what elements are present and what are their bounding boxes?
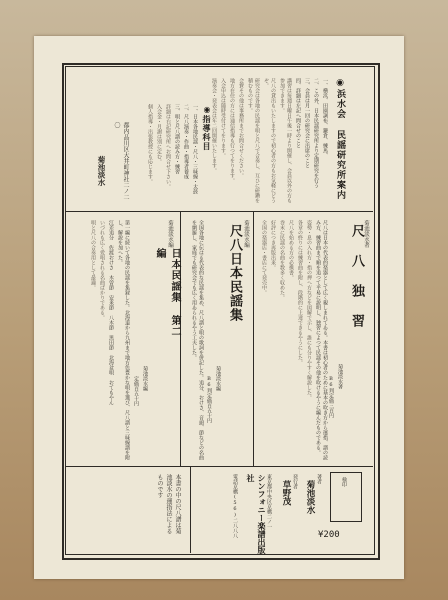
publisher-name: シンフォニー楽譜出版社 bbox=[246, 474, 267, 554]
minyoshu2-label: 菊池淡水編 bbox=[167, 220, 173, 248]
publisher-author-label: 著者 bbox=[316, 474, 322, 484]
price-label: ¥200 bbox=[318, 530, 340, 540]
divider-upper bbox=[65, 211, 373, 212]
publisher-issuer-label: 発行者 bbox=[292, 474, 298, 489]
minyoshu1-author: 菊池淡水編 bbox=[215, 366, 221, 391]
shakuhachi-title: 尺 八 独 習 bbox=[349, 224, 364, 328]
minyoshu2-body: 第一編に続いて各地の民謡を集録した。北海道から九州まで地方色豊かな唄を選び、尺八譜と三味線譜を附し、解説を加へた。 江差追分 佐渡おけさ 木曽節 安来節 八木節 黒田節 北海盆唄 おてもやん いづれも広く愛唱される名曲ばかりである。 唄と尺八の合奏用として最適。 bbox=[90, 220, 130, 460]
divider-lower bbox=[65, 466, 373, 467]
publisher-phone: 電話京橋(56)二八八八 bbox=[232, 474, 238, 538]
society-address: 都内品川区大井町神社二ノ二〇 bbox=[113, 122, 129, 200]
minyoshu1-price: B6判定価百五十円 bbox=[206, 376, 212, 423]
note-text: 本書の中の尺八譜は菊池淡水の運指法によるものです bbox=[156, 474, 181, 534]
shakuhachi-price: B6判定価三百円 bbox=[328, 376, 334, 418]
divider-bottom bbox=[190, 466, 191, 553]
publisher-address: 東京都中央区京橋二ノ一 bbox=[266, 474, 272, 529]
publisher-author: 菊池淡水 bbox=[305, 480, 315, 514]
book-back-page bbox=[34, 36, 404, 579]
society-body: 一、横浜、田園調布、鎌倉、練馬、 二、この外、日本民謡研究所より定期研究を行う 三、会員は月一回の研究会に出席のこと 四、詳細は左記へ問合せのこと 講習は毎週日曜日午後一時より開催し、会員以外の方も参加できます。 尺八の貸出もいたしますので初心者の方もお気軽にどうぞ。 研究会は各地の民謡を唄と尺八で合奏し、互ひに研鑽を積むものです。 会費その他は事務所までお問合せください。 地方在住の方には通信指導も行つてをります。 入会申込は随時受付けてをります。 演奏会・発表会は年二回開催いたします。 bbox=[211, 78, 328, 203]
publisher-issuer: 草野茂 bbox=[281, 480, 291, 506]
shakuhachi-label: 菊池淡水著 bbox=[363, 220, 369, 248]
subjects-body: 一、日本各地民謡・尺八・三味線・太鼓 二、尺八演奏・作曲・指導者養成 三、唄と尺八譜の読み方・練習 詳細は右記研究所へお問合せ下さい。 入会金・月謝は別に定む。 個人指導・出張教授にも応じます。 bbox=[147, 104, 198, 194]
divider-mid-right bbox=[253, 211, 254, 466]
society-name: 菊池淡水 bbox=[97, 156, 106, 186]
seal-box bbox=[330, 472, 362, 522]
shakuhachi-body: 尺八は日本の代表的楽器として広く親しまれてゐる。本書は初心者のために基本の吹き方から運指、譜の読み方、練習曲まで順を追つて平易に説明し、独習によつて民謡その他を吹けるやうに編んだものである。 姿勢・息の入れ方・指の押へ方などを図解で示し、誰にも分りやすく解説した。 各章の終りには練習曲を附し、段階的に上達できるやうにした。 尺八を始める方の必携書。 巻末に民謡の名曲を数多く収めた。 好評につき再版出来。 全国の楽器店・書店にて発売中。 bbox=[261, 220, 328, 460]
society-title: ◉浜水会 民謡研究所案内 bbox=[335, 78, 345, 200]
subjects-title: ◉指導科目 bbox=[202, 104, 212, 151]
minyoshu1-label: 菊池淡水編 bbox=[243, 220, 249, 248]
minyoshu1-title: 尺八日本民謡集 bbox=[227, 224, 242, 322]
minyoshu2-price: 定価百五十円 bbox=[133, 376, 139, 406]
seal-text: 検印 bbox=[341, 477, 347, 487]
minyoshu2-author: 菊池淡水編 bbox=[142, 366, 148, 391]
shakuhachi-author: 菊池淡水著 bbox=[337, 364, 343, 389]
minyoshu1-body: 全国各地に伝はる代表的な民謡を集め、尺八譜と唄の歌詞を併記した。追分、おけさ、音頭、節などの名曲を網羅し、家庭でも研究会でも広く用ゐられるやう工夫した。 bbox=[191, 220, 204, 460]
minyoshu2-title: 日本民謡集 第二編 bbox=[154, 248, 180, 337]
